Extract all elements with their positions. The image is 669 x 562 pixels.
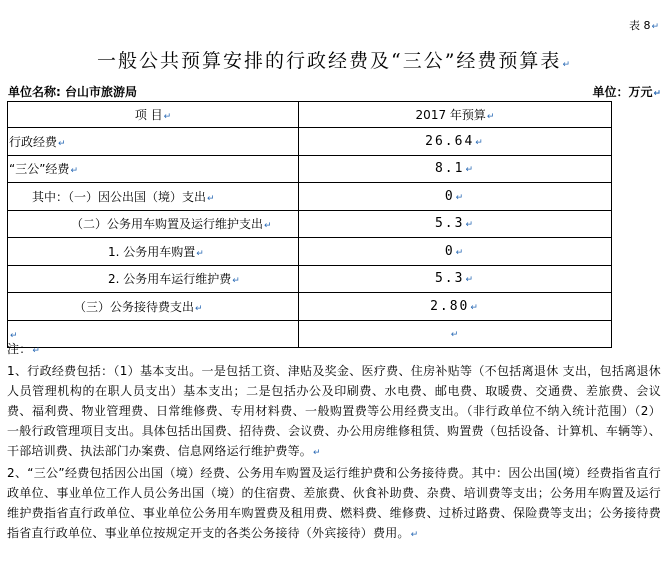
row-label: 1. 公务用车购置↵: [8, 238, 299, 266]
row-label: 行政经费↵: [8, 128, 299, 156]
row-label: 其中：（一）因公出国（境）支出↵: [8, 183, 299, 211]
table-row: [8, 128, 612, 156]
table-row: [8, 293, 612, 321]
currency-unit: 单位：万元↵: [592, 85, 661, 99]
row-label: 2. 公务用车运行维护费↵: [8, 265, 299, 293]
unit-name: 单位名称: 台山市旅游局: [8, 85, 137, 99]
page-title: 一般公共预算安排的行政经费及“三公”经费预算表↵: [97, 50, 572, 72]
table-row: [8, 210, 612, 238]
row-value: 0↵: [299, 238, 612, 266]
notes-section: [7, 339, 661, 545]
row-value: 2.80↵: [299, 293, 612, 321]
row-value: ↵: [299, 320, 612, 348]
table-header-row: [8, 102, 612, 128]
table-number: 表 8↵: [628, 19, 659, 32]
row-value: 8.1↵: [299, 155, 612, 183]
row-label: “三公”经费↵: [8, 155, 299, 183]
row-value: 0↵: [299, 183, 612, 211]
table-row: [8, 238, 612, 266]
table-row: [8, 183, 612, 211]
row-label: （二）公务用车购置及运行维护支出↵: [8, 210, 299, 238]
row-value: 5.3↵: [299, 265, 612, 293]
table-row: [8, 265, 612, 293]
row-value: 5.3↵: [299, 210, 612, 238]
row-label: （三）公务接待费支出↵: [8, 293, 299, 321]
table-row: [8, 155, 612, 183]
note-item: 2、“三公”经费包括因公出国（境）经费、公务用车购置及运行维护费和公务接待费。其中：因公出国(境）经费指省直行政单位、事业单位工作人员公务出国（境）的住宿费、差旅费、伙食补助费、杂费、培训费等支出；公务用车购置及运行维护费指省直行政单位、事业单位公务用车购置费及租用费、燃料费、维修费、过桥过路费、保险费等支出；公务接待费指省直行政单位、事业单位按规定开支的各类公务接待（外宾接待）费用。↵: [7, 466, 661, 540]
column-header-item: 项 目↵: [8, 102, 299, 128]
budget-table: [7, 101, 612, 348]
row-label: ↵: [8, 320, 299, 348]
row-value: 26.64↵: [299, 128, 612, 156]
column-header-budget: 2017 年预算↵: [299, 102, 612, 128]
notes-heading: 注：↵: [7, 342, 41, 356]
note-item: 1、行政经费包括：（1）基本支出。一是包括工资、津贴及奖金、医疗费、住房补贴等（不包括离退休 支出，包括离退休人员管理机构的在职人员支出）基本支出；二是包括办公及印刷费、水电费、邮电费、取暖费、交通费、差旅费、会议费、福利费、物业管理费、日常维修费、专用材料费、一般购置费等公用经费支出。（非行政单位不纳入统计范围）（2）一般行政管理项目支出。具体包括出国费、招待费、会议费、办公用房维修租赁、购置费（包括设备、计算机、车辆等）、干部培训费、执法部门办案费、信息网络运行维护费等。↵: [7, 364, 661, 458]
